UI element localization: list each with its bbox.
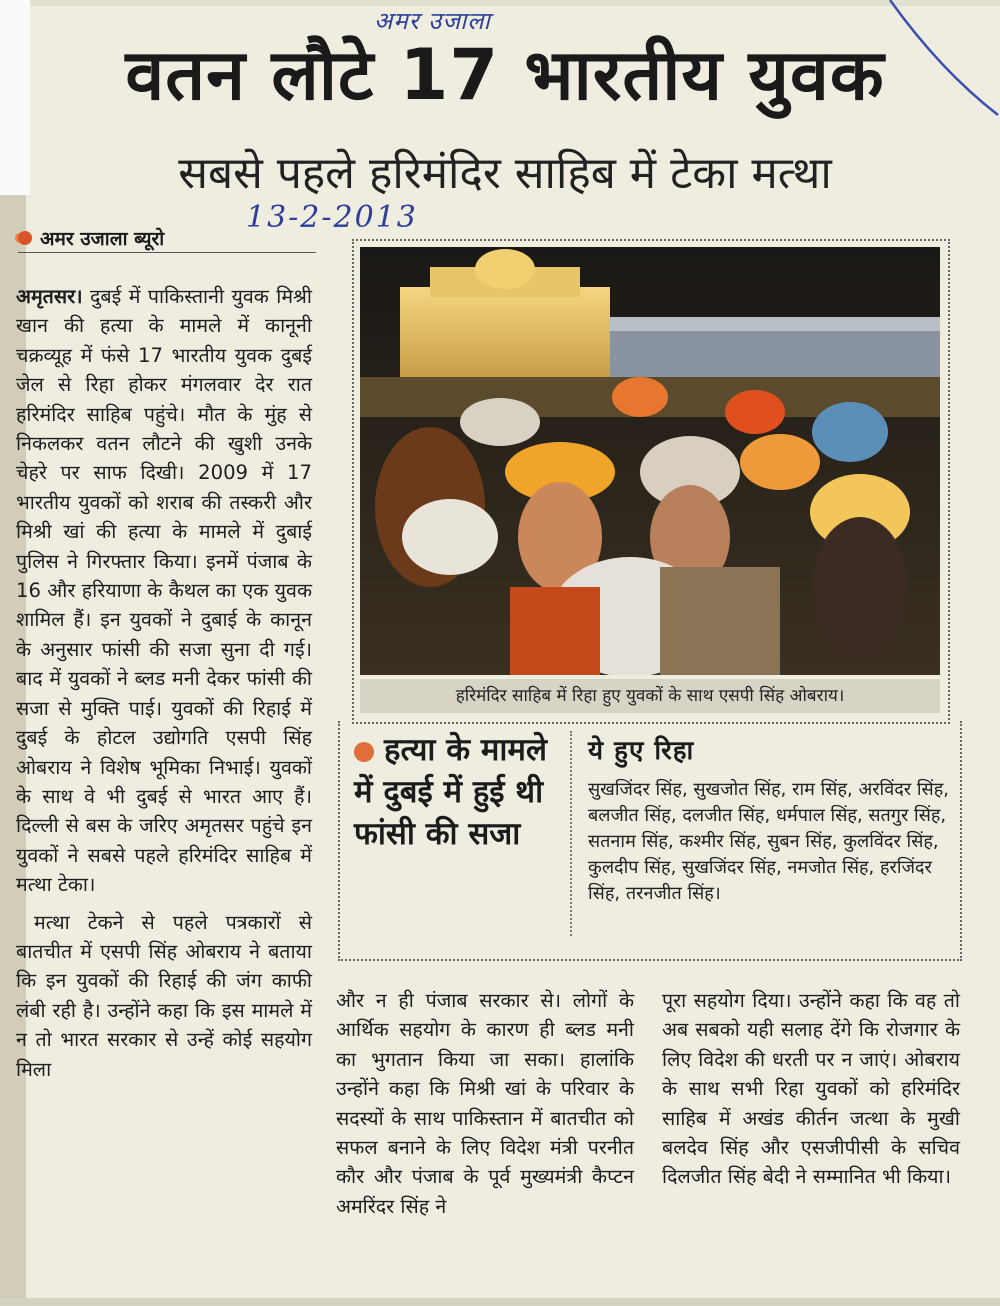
dateline: अमृतसर।	[16, 285, 83, 308]
photo-caption: हरिमंदिर साहिब में रिहा हुए युवकों के साथ एसपी सिंह ओबराय।	[360, 679, 940, 713]
released-list	[570, 731, 968, 936]
article-paragraph: मत्था टेकने से पहले पत्रकारों से बातचीत में एसपी सिंह ओबराय ने बताया कि इन युवकों की रिहाई की जंग काफी लंबी रही है। उन्होंने कहा कि इस मामले में न तो भारत सरकार से उन्हें कोई सहयोग मिला	[16, 910, 312, 1081]
headline: वतन लौटे 17 भारतीय युवक	[125, 34, 885, 116]
golden-temple-photo	[360, 247, 940, 675]
scan-margin	[0, 0, 30, 195]
handwritten-date: 13-2-2013	[246, 200, 418, 235]
scan-bottom-edge	[0, 1298, 1000, 1306]
pull-quote-text: हत्या के मामले में दुबई में हुई थी फांसी की सजा	[354, 732, 547, 852]
sidebar-box	[338, 721, 962, 961]
bullet-icon	[18, 231, 32, 245]
byline-text: अमर उजाला ब्यूरो	[40, 228, 165, 250]
handwritten-publication-note: अमर उजाला	[374, 7, 491, 35]
pull-quote	[354, 729, 554, 855]
photo-frame	[352, 239, 950, 724]
released-list-title: ये हुए रिहा	[588, 736, 695, 766]
article-column-1	[16, 282, 312, 1084]
released-list-names: सुखजिंदर सिंह, सुखजोत सिंह, राम सिंह, अरविंदर सिंह, बलजीत सिंह, दलजीत सिंह, धर्मपाल सिंह, सतगुर सिंह, सतनाम सिंह, कश्मीर सिंह, सुबन सिंह, कुलविंदर सिंह, कुलदीप सिंह, सुखजिंदर सिंह, नमजोत सिंह, हरजिंदर सिंह, तरनजीत सिंह।	[588, 779, 949, 904]
article-column-2: और न ही पंजाब सरकार से। लोगों के आर्थिक सहयोग के कारण ही ब्लड मनी का भुगतान किया जा सका। हालांकि उन्होंने कहा कि मिश्री खां के परिवार के सदस्यों के साथ पाकिस्तान में बातचीत को सफल बनाने के लिए विदेश मंत्री परनीत कौर और पंजाब के पूर्व मुख्यमंत्री कैप्टन अमरिंदर सिंह ने	[336, 989, 634, 1218]
article-column-3: पूरा सहयोग दिया। उन्होंने कहा कि वह तो अब सबको यही सलाह देंगे कि रोजगार के लिए विदेश की धरती पर न जाएं। ओबराय के साथ सभी रिहा युवकों को हरिमंदिर साहिब में अखंड कीर्तन जत्था के मुखी बलदेव सिंह और एसजीपीसी के सचिव दिलजीत सिंह बेदी ने सम्मानित भी किया।	[662, 989, 960, 1189]
article-paragraph	[16, 282, 312, 900]
bullet-icon	[354, 742, 374, 762]
paragraph-text: दुबई में पाकिस्तानी युवक मिश्री खान की हत्या के मामले में कानूनी चक्रव्यूह में फंसे 17 भारतीय युवक दुबई जेल से रिहा होकर मंगलवार देर रात हरिमंदिर साहिब पहुंचे। मौत के मुंह से निकलकर वतन लौटने की खुशी उनके चेहरे पर साफ दिखी। 2009 में 17 भारतीय युवकों को शराब की तस्करी और मिश्री खां की हत्या के मामले में दुबाई पुलिस ने गिरफ्तार किया। इनमें पंजाब के 16 और हरियाणा के कैथल का एक युवक शामिल हैं। इन युवकों ने दुबाई के कानून के अनुसार फांसी की सजा सुना दी गई। बाद में युवकों ने ब्लड मनी देकर फांसी की सजा से मुक्ति पाई। युवकों की रिहाई में दुबई के होटल उद्योगति एसपी सिंह ओबराय ने विशेष भूमिका निभाई। युवकों के साथ वे भी दुबई से भारत आए हैं। दिल्ली से बस के जरिए अमृतसर पहुंचे इन युवकों ने सबसे पहले हरिमंदिर साहिब में मत्था टेका।	[16, 285, 312, 897]
subheadline: सबसे पहले हरिमंदिर साहिब में टेका मत्था	[178, 148, 832, 199]
